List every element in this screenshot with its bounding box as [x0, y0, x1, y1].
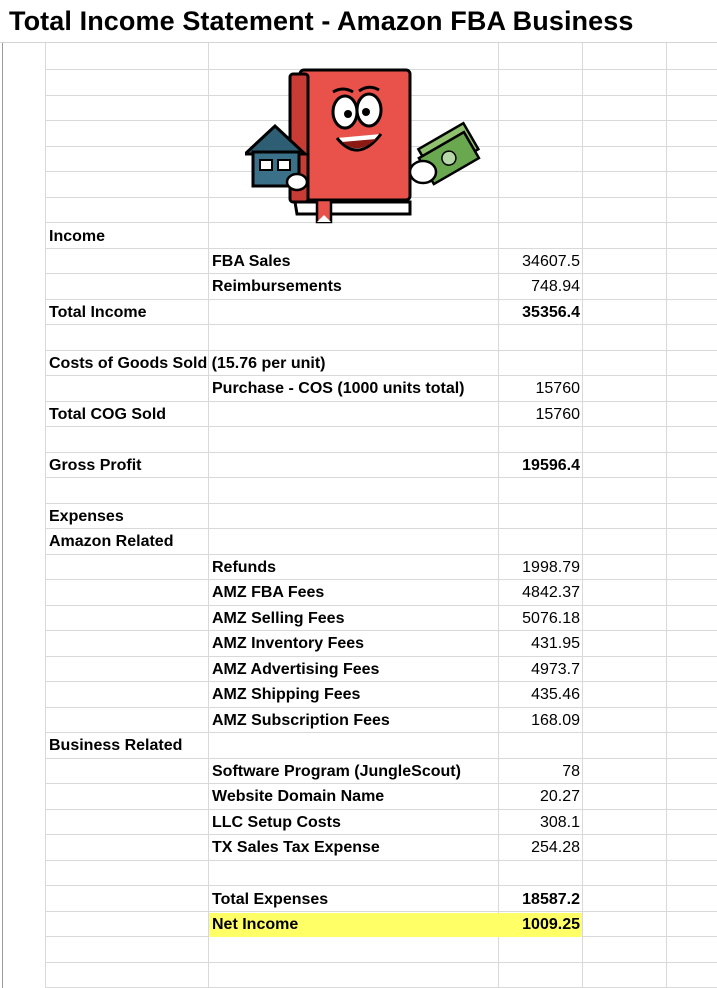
row-purchase-cos [45, 376, 717, 402]
net-income-value: 1009.25 [522, 916, 580, 933]
money-bills-icon [410, 123, 482, 184]
row-business-header [45, 733, 717, 759]
expense-value: 168.09 [531, 712, 580, 729]
expense-row [45, 606, 717, 632]
expense-row [45, 759, 717, 785]
expense-value: 308.1 [539, 814, 580, 831]
expense-value: 435.46 [531, 686, 580, 703]
cogs-header: Costs of Goods Sold (15.76 per unit) [49, 355, 326, 372]
expense-label: AMZ Selling Fees [212, 610, 345, 627]
expense-label: AMZ FBA Fees [212, 584, 325, 601]
sheet-title: Total Income Statement - Amazon FBA Business [0, 0, 717, 43]
grid-line [45, 885, 717, 886]
expense-row [45, 555, 717, 581]
total-cog-value: 15760 [535, 406, 580, 423]
row-gross-profit [45, 453, 717, 479]
row-total-expenses [45, 887, 717, 913]
fba-sales-label: FBA Sales [212, 253, 291, 270]
row-total-income [45, 300, 717, 326]
book-character-icon [290, 70, 410, 222]
expense-label: AMZ Subscription Fees [212, 712, 390, 729]
row-cogs-header [45, 351, 717, 377]
expense-value: 254.28 [531, 839, 580, 856]
total-income-label: Total Income [49, 304, 147, 321]
expense-value: 5076.18 [522, 610, 580, 627]
purchase-cos-label: Purchase - COS (1000 units total) [212, 380, 465, 397]
amazon-related-header: Amazon Related [49, 533, 174, 550]
row-fba-sales [45, 249, 717, 275]
expense-row [45, 682, 717, 708]
grid-line [2, 43, 3, 988]
gross-profit-value: 19596.4 [522, 457, 580, 474]
fba-sales-value: 34607.5 [522, 253, 580, 270]
reimbursements-label: Reimbursements [212, 278, 342, 295]
expense-value: 1998.79 [522, 559, 580, 576]
expense-row [45, 810, 717, 836]
row-amazon-header [45, 529, 717, 555]
income-header: Income [49, 228, 106, 245]
total-expenses-value: 18587.2 [522, 891, 580, 908]
expense-label: Refunds [212, 559, 276, 576]
expense-label: TX Sales Tax Expense [212, 839, 380, 856]
expense-label: AMZ Inventory Fees [212, 635, 365, 652]
expense-row [45, 631, 717, 657]
total-expenses-label: Total Expenses [212, 891, 329, 908]
expense-value: 4973.7 [531, 661, 580, 678]
expense-row [45, 657, 717, 683]
row-net-income [45, 912, 717, 938]
expense-row [45, 708, 717, 734]
expense-value: 78 [562, 763, 580, 780]
book-mascot-illustration [245, 64, 485, 229]
row-total-cog [45, 402, 717, 428]
expense-label: LLC Setup Costs [212, 814, 341, 831]
total-cog-label: Total COG Sold [49, 406, 167, 423]
gross-profit-label: Gross Profit [49, 457, 142, 474]
expense-row [45, 580, 717, 606]
expenses-header: Expenses [49, 508, 124, 525]
grid-line [45, 962, 717, 963]
row-reimbursements [45, 274, 717, 300]
row-expenses-header [45, 504, 717, 530]
row-income-header [45, 224, 717, 250]
expense-label: AMZ Advertising Fees [212, 661, 380, 678]
expense-label: Website Domain Name [212, 788, 385, 805]
expense-value: 20.27 [539, 788, 580, 805]
expense-value: 431.95 [531, 635, 580, 652]
reimbursements-value: 748.94 [531, 278, 580, 295]
purchase-cos-value: 15760 [535, 380, 580, 397]
expense-row [45, 784, 717, 810]
expense-value: 4842.37 [522, 584, 580, 601]
expense-label: Software Program (JungleScout) [212, 763, 461, 780]
expense-label: AMZ Shipping Fees [212, 686, 361, 703]
expense-row [45, 835, 717, 861]
business-related-header: Business Related [49, 737, 183, 754]
net-income-label: Net Income [212, 916, 299, 933]
total-income-value: 35356.4 [522, 304, 580, 321]
